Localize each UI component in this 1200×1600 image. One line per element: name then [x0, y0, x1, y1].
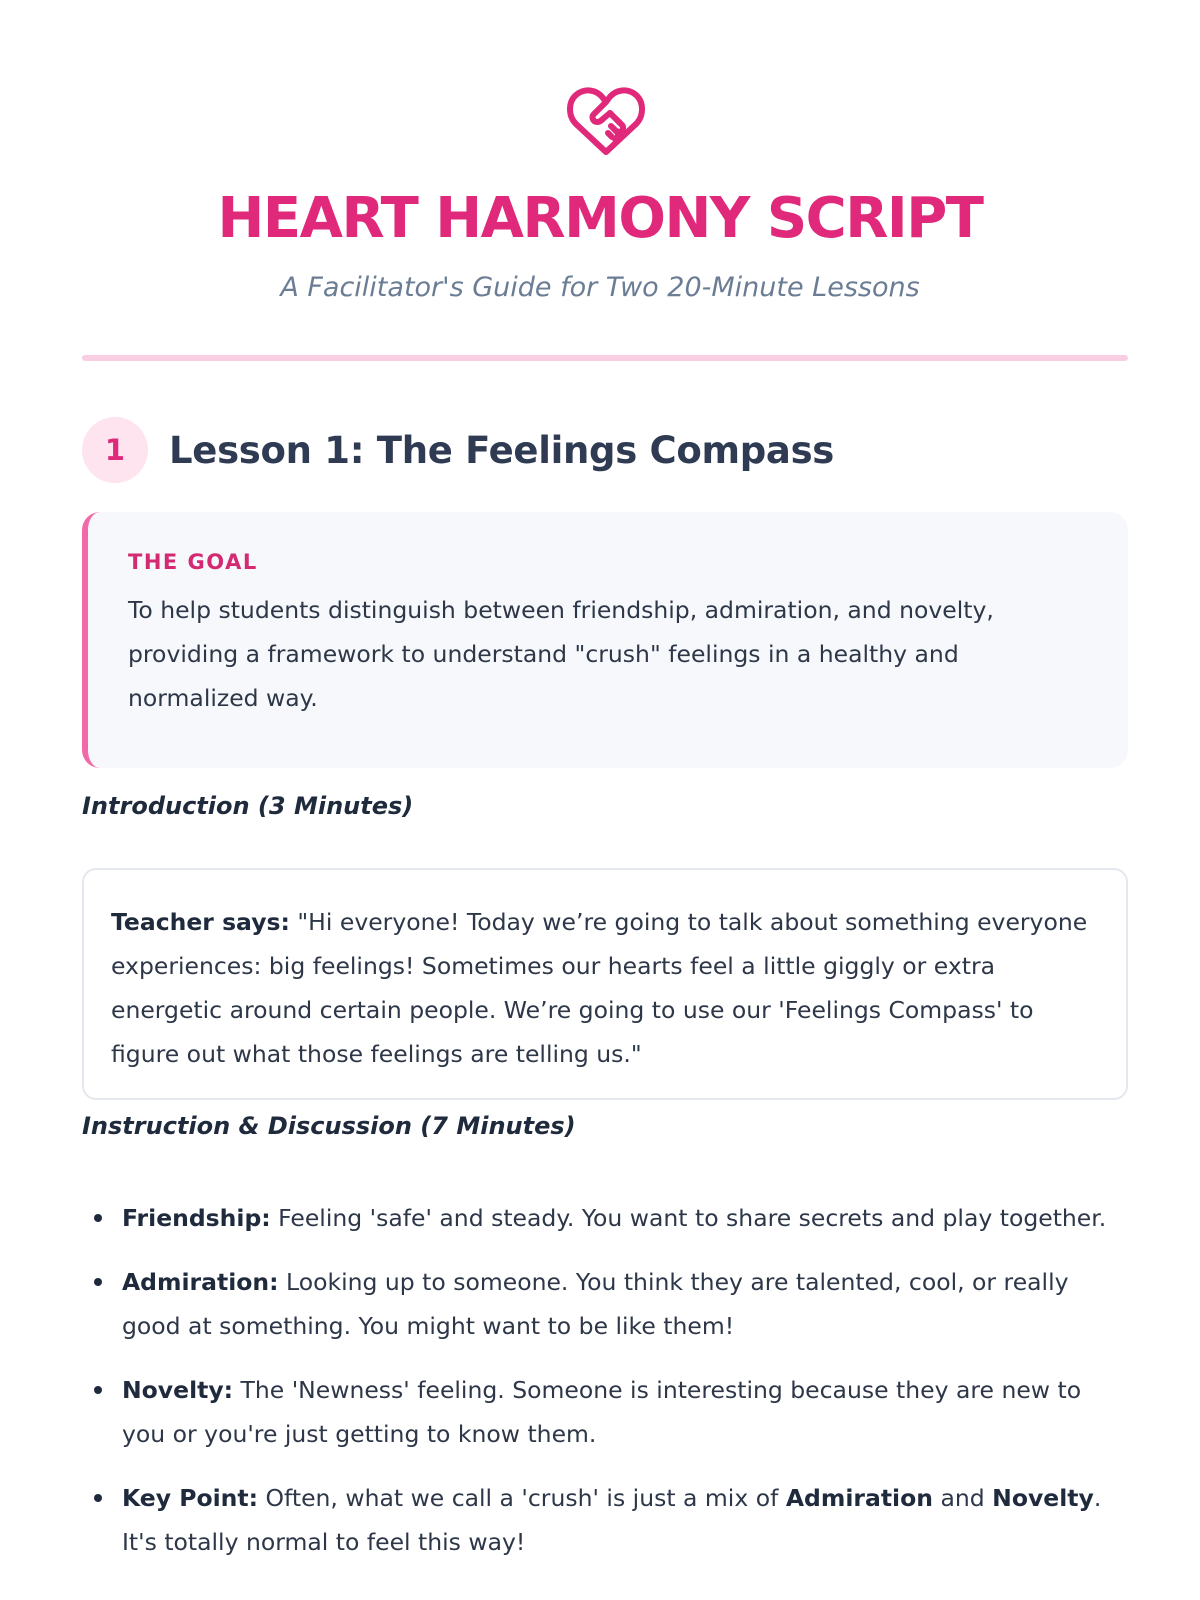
list-item-term: Novelty:	[122, 1376, 234, 1404]
goal-text: To help students distinguish between friendship, admiration, and novelty, providing a framework to understand "crush" feelings in a healthy and normalized way.	[128, 596, 994, 712]
list-item-text: Feeling 'safe' and steady. You want to share secrets and play together.	[270, 1204, 1107, 1232]
teacher-script-box	[82, 868, 1128, 1100]
list-item-key-point	[82, 1476, 1128, 1564]
list-item-text: Looking up to someone. You think they are talented, cool, or really good at something. You might want to be like them!	[122, 1268, 1069, 1340]
list-item-novelty	[82, 1368, 1128, 1456]
list-item-friendship	[82, 1196, 1128, 1240]
list-item-term: Key Point:	[122, 1484, 259, 1512]
list-item-admiration	[82, 1260, 1128, 1348]
emphasis-admiration: Admiration	[785, 1484, 933, 1512]
teacher-script	[111, 900, 1100, 1076]
instruction-heading: Instruction & Discussion (7 Minutes)	[82, 1112, 576, 1140]
list-item-text: Often, what we call a 'crush' is just a mix of	[258, 1484, 786, 1512]
lesson-heading	[82, 417, 834, 483]
header-divider	[82, 355, 1128, 361]
list-item-text: and	[933, 1484, 993, 1512]
list-item-text: . It's totally normal to feel this way!	[122, 1484, 1102, 1556]
goal-callout	[82, 512, 1128, 768]
list-item-term: Friendship:	[122, 1204, 271, 1232]
emphasis-novelty: Novelty	[992, 1484, 1094, 1512]
lesson-title: Lesson 1: The Feelings Compass	[169, 428, 835, 472]
heart-handshake-icon	[566, 86, 646, 158]
list-item-text: The 'Newness' feeling. Someone is interesting because they are new to you or you're just getting to know them.	[122, 1376, 1082, 1448]
goal-label: THE GOAL	[128, 550, 258, 574]
teacher-says-label: Teacher says:	[111, 908, 290, 936]
feelings-list	[82, 1196, 1128, 1584]
introduction-heading: Introduction (3 Minutes)	[82, 792, 414, 820]
lesson-number-badge: 1	[82, 417, 148, 483]
teacher-quote: "Hi everyone! Today we’re going to talk about something everyone experiences: big feelings! Sometimes our hearts feel a little giggly or extra energetic around certain people. We’re going to use our 'Feelings Compass' to figure out what those feelings are telling us."	[111, 908, 1088, 1068]
document-title: HEART HARMONY SCRIPT	[217, 186, 983, 251]
list-item-term: Admiration:	[122, 1268, 279, 1296]
document-subtitle: A Facilitator's Guide for Two 20-Minute Lessons	[280, 272, 920, 303]
